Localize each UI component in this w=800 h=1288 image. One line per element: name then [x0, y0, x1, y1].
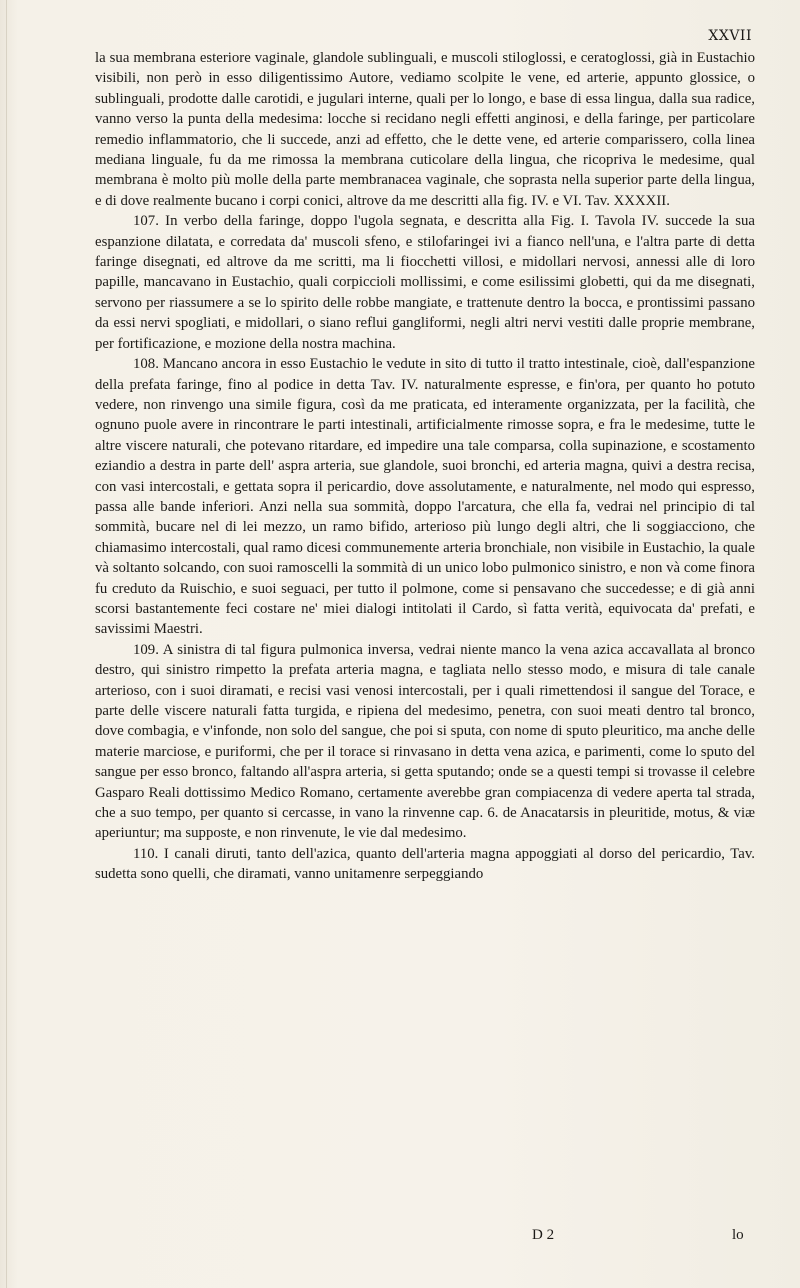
binding-gutter: [6, 0, 7, 1288]
body-text: [95, 48, 755, 885]
paragraph-109: 109. A sinistra di tal figura pulmonica inversa, vedrai niente manco la vena azica accavallata al bronco destro, qui sinistro rimpetto la prefata arteria magna, e tagliata nello stesso modo, e misura di tale canale arterioso, con i suoi diramati, e recisi vasi venosi intercostali, per i quali rimettendosi il sangue del Torace, e parte delle viscere naturali fatta turgida, e ripiena del medesimo, penetra, con suoi meati dentro tal bronco, dove combagia, e v'infonde, non solo del sangue, che poi si sputa, con nome di sputo pleuritico, ma anche delle materie marciose, e puriformi, che per il torace si rinvasano in detta vena azica, e parimenti, come lo sputo del sangue per esso bronco, faltando all'aspra arteria, si getta sputando; onde se a questi tempi si trovasse il celebre Gasparo Reali dottissimo Medico Romano, certamente averebbe gran compiacenza di vedere aperta tal strada, che a suo tempo, per quanto si cercasse, in vano la rinvenne cap. 6. de Anacatarsis in pleuritide, motus, & viæ aperiuntur; ma supposte, e non rinvenute, le vie dal medesimo.: [95, 641, 755, 842]
paragraph-108: 108. Mancano ancora in esso Eustachio le vedute in sito di tutto il tratto intestinale, cioè, dall'espanzione della prefata faringe, fino al podice in detta Tav. IV. naturalmente espresse, e fin'ora, per quanto ho potuto vedere, non rinvengo una simile figura, così da me praticata, ed interamente organizzata, per la facilità, che ognuno puole avere in rincontrare le parti intestinali, artificialmente rimosse sopra, e fra le medesime, tutte le altre viscere naturali, che potevano ritardare, ed impedire una tale comparsa, colla supinazione, e scostamento eziandio a destra in parte dell' aspra arteria, sue glandole, suoi bronchi, ed arteria magna, quivi a destra recisa, con vasi intercostali, e gettata sopra il pericardio, dove assolutamente, e naturalmente, nel modo qui espresso, passa alle bande inferiori. Anzi nella sua sommità, doppo l'arcatura, che ella fa, vedrai nel principio di tal sommità, bucare nel di lei mezzo, un ramo bifido, arterioso più lungo degli altri, che li soggiacciono, che chiamasimo intercostali, qual ramo dicesi communemente arteria bronchiale, non visibile in Eustachio, la quale và soltanto solcando, con suoi ramoscelli la sommità di un unico lobo pulmonico sinistro, e non và come finora fu creduto da Ruischio, e suoi seguaci, per tutto il polmone, come si pensavano che succedesse; e di già anni scorsi bastantemente feci costare ne' miei dialogi intitolati il Cardo, sì fatta verità, equivocata da' prefati, e savissimi Maestri.: [95, 356, 755, 638]
paragraph-continuation: la sua membrana esteriore vaginale, glandole sublinguali, e muscoli stiloglossi, e ceratoglossi, già in Eustachio visibili, non però in esso diligentissimo Autore, vediamo scolpite le vene, ed arterie, appunto glossice, o sublinguali, prodotte dalle carotidi, e jugulari interne, quali per lo longo, e base di essa lingua, dalla sua radice, vanno verso la punta della medesima: locche si recidano negli effetti anginosi, e della faringe, per particolare remedio inflammatorio, che li succede, anzi ad effetto, che le dette vene, ed arterie comparissero, colla linea mediana linguale, fu da me rimossa la membrana cuticolare della lingua, che ricopriva le medesime, qual membrana è molto più molle della parte membranacea vaginale, che soprasta nella superior parte della lingua, e di dove realmente bucano i corpi conici, altrove da me descritti alla fig. IV. e VI. Tav. XXXXII.: [95, 50, 755, 209]
catchword: lo: [732, 1227, 744, 1243]
paragraph-110: 110. I canali diruti, tanto dell'azica, quanto dell'arteria magna appoggiati al dorso del pericardio, Tav. sudetta sono quelli, che diramati, vanno unitamenre serpeggiando: [95, 845, 755, 883]
page-number: XXVII: [708, 28, 752, 44]
signature-mark: D 2: [532, 1227, 555, 1243]
paragraph-107: 107. In verbo della faringe, doppo l'ugola segnata, e descritta alla Fig. I. Tavola IV. succede la sua espanzione dilatata, e corredata da' muscoli sfeno, e stilofaringei ivi a fianco nell'una, e l'altra parte di detta faringe disegnati, ed altrove da me scritti, ma li fiocchetti villosi, e midollari nervosi, annessi alle di loro papille, mancavano in Eustachio, quali corpiccioli mollissimi, e come esilissimi globetti, qui da me disegnati, servono per riassumere a se lo spirito delle robbe mangiate, e trattenute dentro la bocca, e prontissimi passano da essi nervi spogliati, e midollari, o siano reflui gangliformi, negli altri nervi vestiti dalle proprie membrane, per fortificazione, e mozione della nostra machina.: [95, 213, 755, 352]
